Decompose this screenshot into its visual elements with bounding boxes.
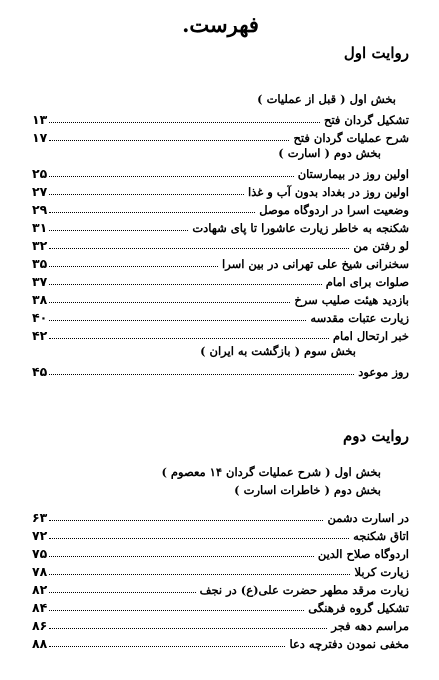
dot-leader [49, 122, 320, 123]
toc-entry[interactable] [32, 544, 409, 561]
toc-entry[interactable] [32, 218, 409, 235]
toc-entry-label: تشکیل گروه فرهنگی [308, 601, 409, 615]
toc-entry-label: اردوگاه صلاح الدین [317, 547, 409, 561]
toc-entry-page-number: ۳۱ [32, 220, 48, 235]
toc-entry-page-number: ۲۷ [32, 184, 48, 199]
toc-entry-page-number: ۱۷ [32, 130, 48, 145]
toc-part-heading: بخش سوم ( بازگشت به ایران ) [200, 344, 356, 358]
toc-entry[interactable] [32, 326, 409, 343]
toc-entry[interactable] [32, 508, 409, 525]
toc-entry-page-number: ۳۵ [32, 256, 48, 271]
toc-entry-page-number: ۶۳ [32, 510, 48, 525]
toc-entry-label: اولین روز در بیمارستان [297, 167, 409, 181]
toc-entry-label: روز موعود [358, 365, 409, 379]
toc-entry-label: سخنرانی شیخ علی تهرانی در بین اسرا [222, 257, 409, 271]
toc-entry-page-number: ۷۵ [32, 546, 48, 561]
toc-entry[interactable] [32, 254, 409, 271]
toc-entry[interactable] [32, 110, 409, 127]
dot-leader [49, 302, 290, 303]
toc-entry-label: مراسم دهه فجر [331, 619, 409, 633]
toc-entry[interactable] [32, 164, 409, 181]
dot-leader [49, 574, 350, 575]
toc-entry-page-number: ۴۰ [32, 310, 48, 325]
dot-leader [49, 320, 306, 321]
toc-entry-label: خبر ارتحال امام [332, 329, 409, 343]
toc-entry-label: زیارت کربلا [354, 565, 409, 579]
toc-entry-label: تشکیل گردان فتح [324, 113, 409, 127]
title-text: فهرست [189, 12, 259, 37]
dot-leader [49, 248, 349, 249]
toc-entry[interactable] [32, 616, 409, 633]
dot-leader [49, 520, 323, 521]
toc-entry[interactable] [32, 562, 409, 579]
toc-entry[interactable] [32, 526, 409, 543]
toc-entry-page-number: ۲۹ [32, 202, 48, 217]
toc-entry-page-number: ۷۸ [32, 564, 48, 579]
toc-entry[interactable] [32, 290, 409, 307]
toc-entry-label: اولین روز در بغداد بدون آب و غذا [248, 185, 409, 199]
dot-leader [49, 538, 349, 539]
toc-entry-label: لو رفتن من [353, 239, 409, 253]
dot-leader [49, 176, 293, 177]
section-title-2: روایت دوم [343, 427, 409, 445]
toc-entry-page-number: ۸۲ [32, 582, 48, 597]
toc-entry-label: مخفی نمودن دفترچه دعا [289, 637, 409, 651]
toc-entry[interactable] [32, 200, 409, 217]
toc-part-heading: بخش دوم ( خاطرات اسارت ) [234, 483, 381, 497]
toc-entry[interactable] [32, 128, 409, 145]
title-dot: . [182, 12, 190, 37]
toc-part-heading: بخش اول ( شرح عملیات گردان ۱۴ معصوم ) [161, 465, 381, 479]
toc-entry-page-number: ۸۸ [32, 636, 48, 651]
toc-entry-label: بازدید هیئت صلیب سرخ [294, 293, 409, 307]
toc-entry[interactable] [32, 182, 409, 199]
toc-entry[interactable] [32, 272, 409, 289]
page-title [0, 12, 439, 37]
toc-entry-label: شرح عملیات گردان فتح [293, 131, 409, 145]
dot-leader [49, 338, 329, 339]
toc-entry-label: صلوات برای امام [325, 275, 409, 289]
toc-part-heading: بخش دوم ( اسارت ) [278, 146, 381, 160]
section-title-1: روایت اول [343, 44, 409, 62]
toc-entry[interactable] [32, 598, 409, 615]
toc-entry-label: در اسارت دشمن [327, 511, 409, 525]
toc-entry-page-number: ۳۲ [32, 238, 48, 253]
dot-leader [49, 610, 304, 611]
toc-entry-page-number: ۲۵ [32, 166, 48, 181]
toc-entry-page-number: ۸۶ [32, 618, 48, 633]
toc-entry-page-number: ۸۴ [32, 600, 48, 615]
toc-entry-page-number: ۳۸ [32, 292, 48, 307]
dot-leader [49, 140, 289, 141]
toc-entry-page-number: ۴۲ [32, 328, 48, 343]
dot-leader [49, 556, 314, 557]
toc-entry[interactable] [32, 580, 409, 597]
dot-leader [49, 230, 188, 231]
toc-entry[interactable] [32, 362, 409, 379]
toc-entry[interactable] [32, 308, 409, 325]
dot-leader [49, 628, 327, 629]
toc-entry-page-number: ۴۵ [32, 364, 48, 379]
toc-entry-label: شکنجه به خاطر زیارت عاشورا تا پای شهادت [192, 221, 409, 235]
toc-entry-label: زیارت عتبات مقدسه [310, 311, 409, 325]
dot-leader [49, 592, 195, 593]
toc-entry[interactable] [32, 634, 409, 651]
toc-entry-page-number: ۱۳ [32, 112, 48, 127]
toc-entry-page-number: ۳۷ [32, 274, 48, 289]
dot-leader [49, 284, 321, 285]
dot-leader [49, 266, 218, 267]
toc-entry-label: وضعیت اسرا در اردوگاه موصل [259, 203, 409, 217]
toc-entry-label: زیارت مرقد مطهر حضرت علی(ع) در نجف [199, 583, 409, 597]
dot-leader [49, 646, 285, 647]
dot-leader [49, 374, 354, 375]
toc-part-heading: بخش اول ( قبل از عملیات ) [257, 92, 396, 106]
dot-leader [49, 212, 255, 213]
toc-entry-label: اتاق شکنجه [353, 529, 409, 543]
toc-entry-page-number: ۷۲ [32, 528, 48, 543]
toc-entry[interactable] [32, 236, 409, 253]
dot-leader [49, 194, 244, 195]
